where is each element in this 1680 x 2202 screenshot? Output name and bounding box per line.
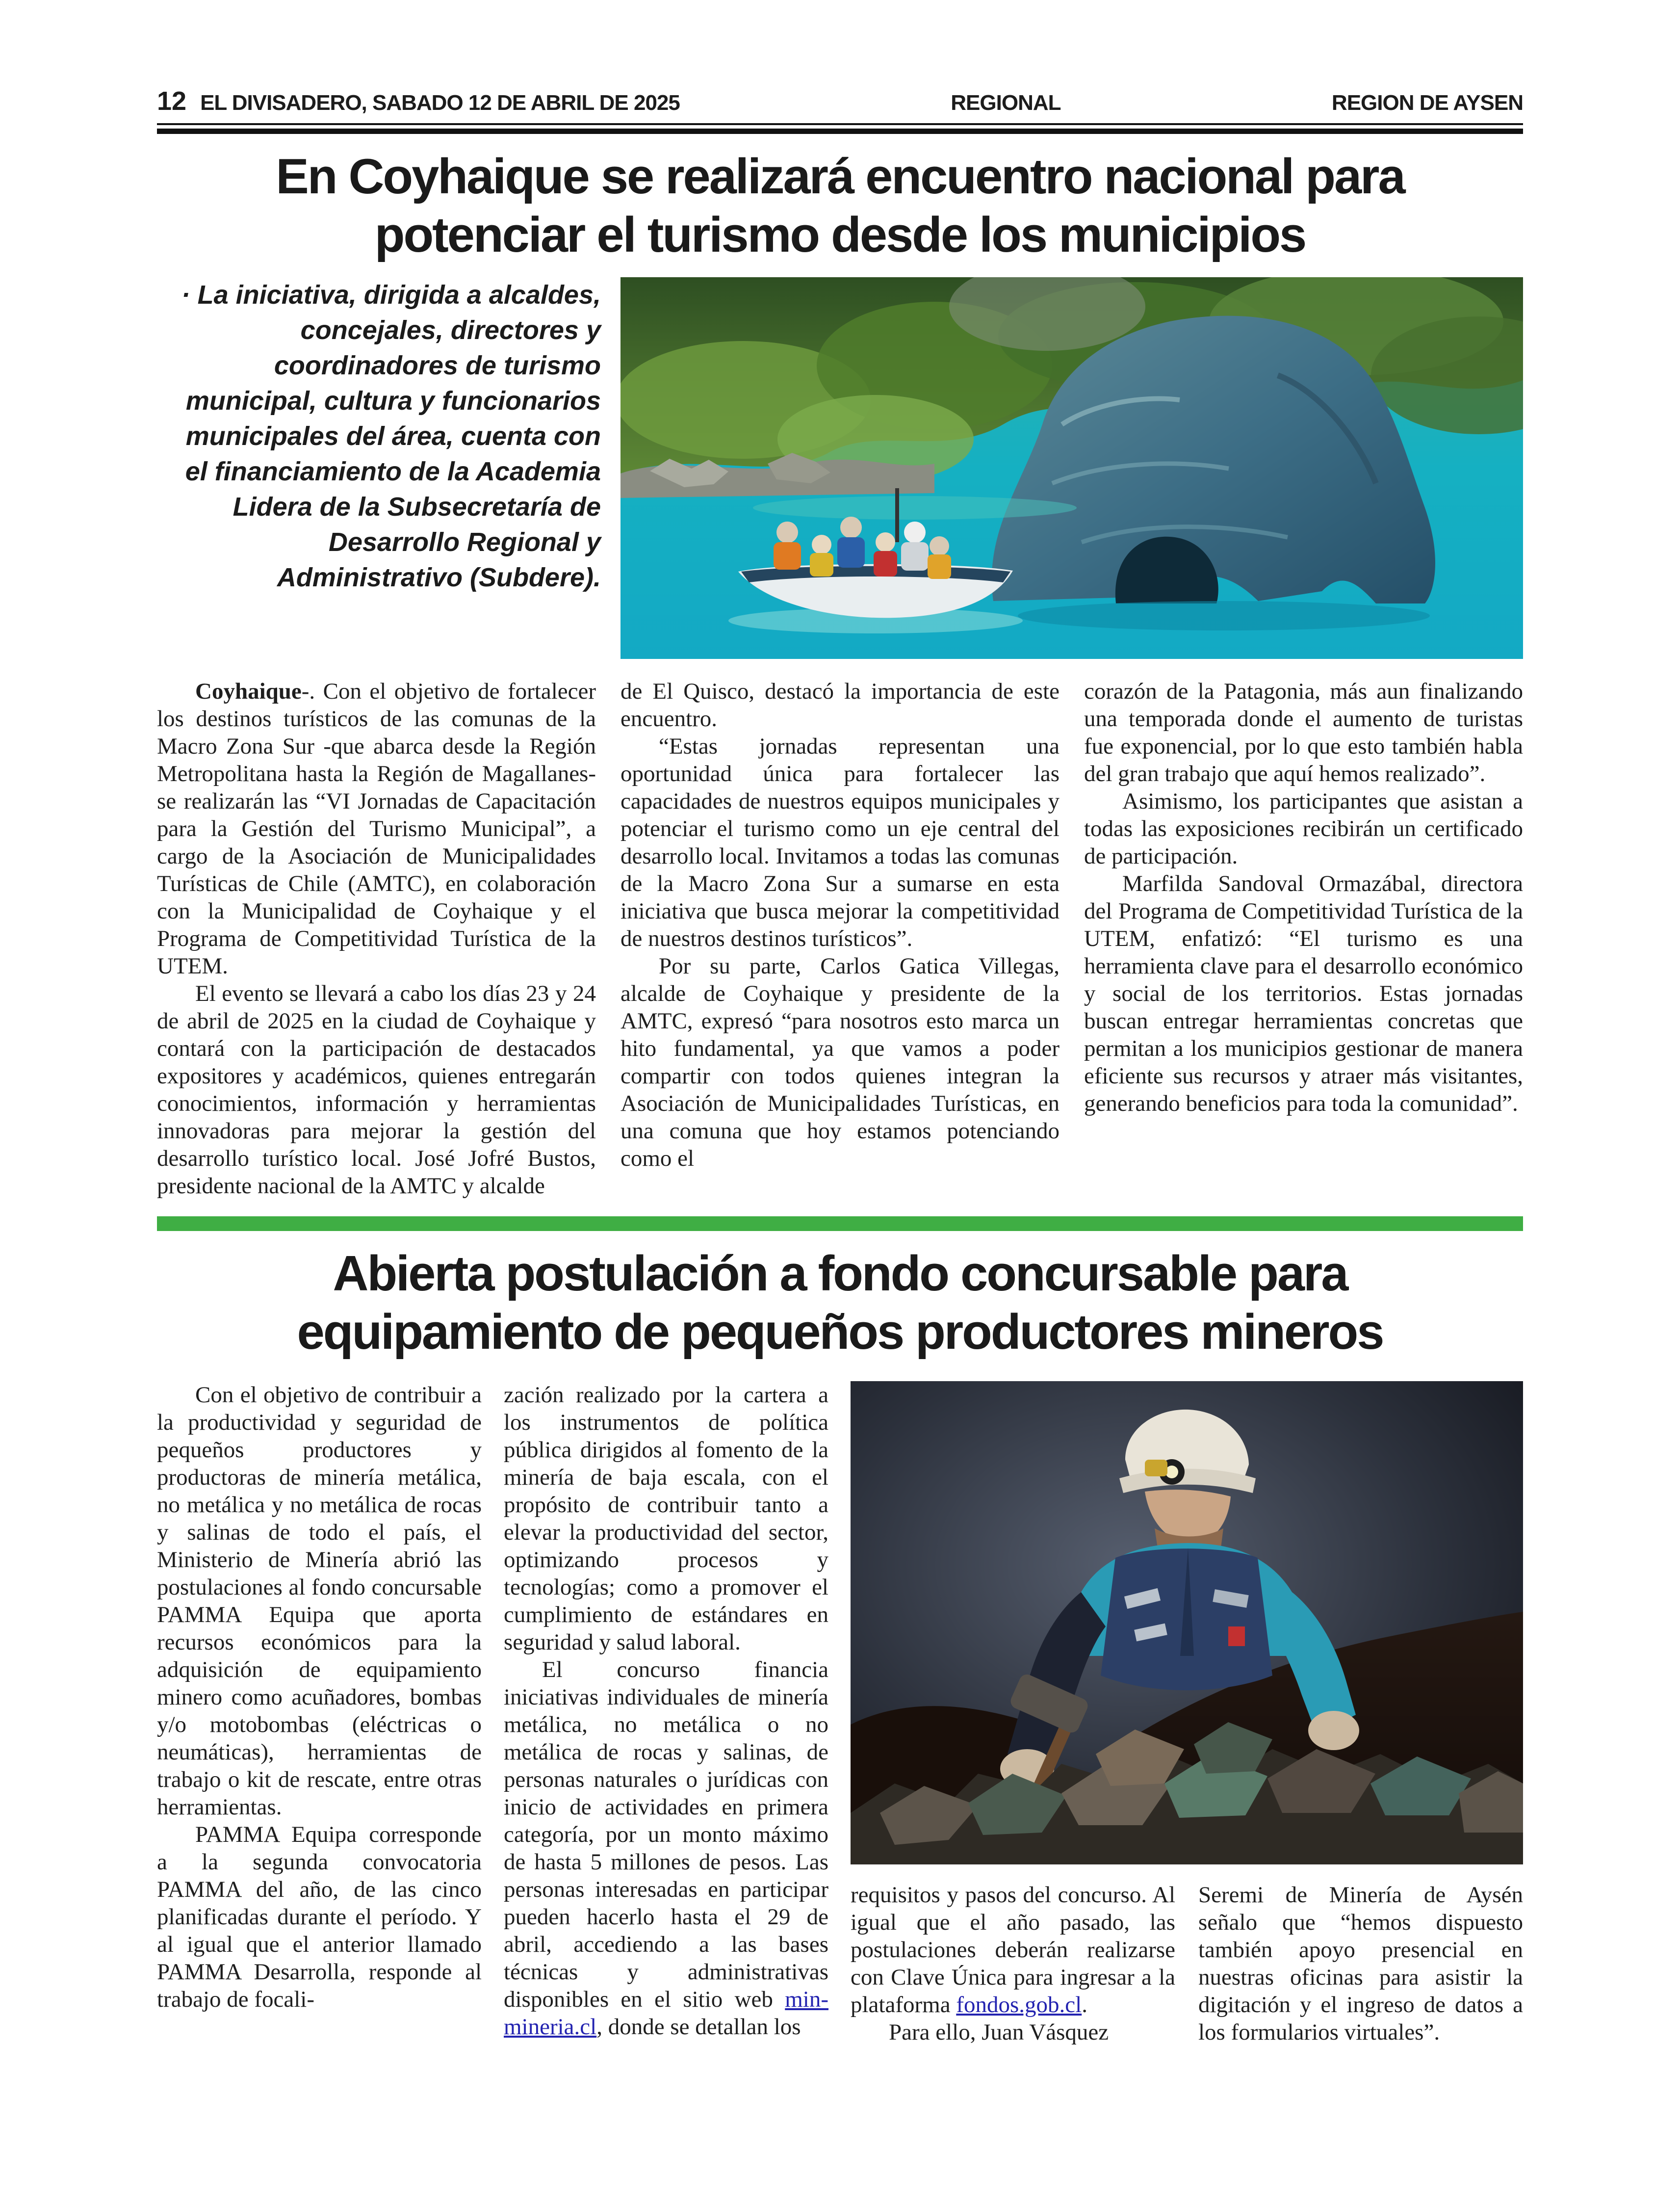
paragraph: corazón de la Patagonia, más aun finalizando una temporada donde el aumento de turistas fue exponencial, por lo que esto también habla del gran trabajo que aquí hemos realizado”. <box>1084 679 1523 786</box>
article1-headline <box>157 148 1523 264</box>
paragraph: de El Quisco, destacó la importancia de este encuentro. <box>620 679 1060 732</box>
header-rule-thin <box>157 123 1523 125</box>
article2-right-block <box>851 1381 1523 2046</box>
article1-lead: · La iniciativa, dirigida a alcaldes, concejales, directores y coordinadores de turismo municipal, cultura y funcionarios municipales del área, cuenta con el financiamiento de la Academia Lidera de la Subsecretaría de Desarrollo Regional y Administrativo (Subdere). <box>181 280 601 592</box>
article1-body <box>157 678 1523 1200</box>
paragraph: “Estas jornadas representan una oportunidad única para fortalecer las capacidades de nuestros equipos municipales y potenciar el turismo como un eje central del desarrollo local. Invitamos a todas las comunas de la Macro Zona Sur a sumarse en esta iniciativa que busca mejorar la competitividad de nuestros destinos turísticos”. <box>620 734 1060 951</box>
article2-column-2 <box>504 1381 828 2046</box>
article2-column-4 <box>1198 1881 1523 2046</box>
photo-marble-chapels <box>620 277 1523 659</box>
paragraph: Con el objetivo de contribuir a la productividad y seguridad de pequeños productores y productoras de minería metálica, no metálica y no metálica de rocas y salinas de todo el país, el Ministerio de Minería abrió las postulaciones al fondo concursable PAMMA Equipa que aporta recursos económicos para la adquisición de equipamiento minero como acuñadores, bombas y/o motobombas (eléctricas o neumáticas), herramientas de trabajo o kit de rescate, entre otras herramientas. <box>157 1382 482 1820</box>
article1-column-2 <box>620 678 1060 1200</box>
article2-column-1 <box>157 1381 482 2046</box>
article2-column-3 <box>851 1881 1175 2046</box>
paragraph: El concurso financia iniciativas individuales de minería metálica, no metálica o no metálica de rocas y salinas, de personas naturales o jurídicas con inicio de actividades en primera categoría, por un monto máximo de hasta 5 millones de pesos. Las personas interesadas en participar pueden hacerlo hasta el 29 de abril, accediendo a las bases técnicas y administrativas disponibles en el sitio web min-mineria.cl, donde se detallan los <box>504 1657 828 2040</box>
paragraph: Coyhaique-. Con el objetivo de fortalecer los destinos turísticos de las comunas de la Macro Zona Sur -que abarca desde la Región Metropolitana hasta la Región de Magallanes- se realizarán las “VI Jornadas de Capacitación para la Gestión del Turismo Municipal”, a cargo de la Asociación de Municipalidades Turísticas de Chile (AMTC), en colaboración con la Municipalidad de Coyhaique y el Programa de Competitividad Turística de la UTEM. <box>157 679 596 979</box>
article1-column-3 <box>1084 678 1523 1200</box>
section-label: REGIONAL <box>951 91 1061 115</box>
article2-sub-columns <box>851 1881 1523 2046</box>
paragraph: Por su parte, Carlos Gatica Villegas, alcalde de Coyhaique y presidente de la AMTC, expresó “para nosotros esto marca un hito fundamental, ya que vamos a poder compartir con todos quienes integran la Asociación de Municipalidades Turísticas, en una comuna que hoy estamos potenciando como el <box>620 953 1060 1171</box>
masthead: EL DIVISADERO, SABADO 12 DE ABRIL DE 2025 <box>200 91 680 115</box>
paragraph: Seremi de Minería de Aysén señalo que “hemos dispuesto también apoyo presencial en nuestras oficinas para asistir la digitación y el ingreso de datos a los formularios virtuales”. <box>1198 1882 1523 2045</box>
dateline: Coyhaique <box>195 679 302 704</box>
paragraph: Marfilda Sandoval Ormazábal, directora del Programa de Competitividad Turística de la UTEM, enfatizó: “El turismo es una herramienta clave para el desarrollo económico y social de los territorios. Estas jornadas buscan entregar herramientas concretas que permitan a los municipios gestionar de manera eficiente sus recursos y atraer más visitantes, generando beneficios para toda la comunidad”. <box>1084 871 1523 1116</box>
link-fondosgob[interactable]: fondos.gob.cl <box>956 1992 1082 2018</box>
paragraph: Para ello, Juan Vásquez <box>889 2019 1109 2045</box>
page-number: 12 <box>157 86 187 116</box>
photo-miner <box>851 1381 1523 1864</box>
paragraph: PAMMA Equipa corresponde a la segunda convocatoria PAMMA del año, de las cinco planificadas durante el período. Y al igual que el anterior llamado PAMMA Desarrolla, responde al trabajo de focali- <box>157 1822 482 2012</box>
article2-headline <box>157 1245 1523 1362</box>
article1-column-1 <box>157 678 596 1200</box>
paragraph: zación realizado por la cartera a los instrumentos de política pública dirigidos al fomento de la minería de baja escala, con el propósito de contribuir tanto a elevar la productividad del sector, optimizando procesos y tecnologías; como a promover el cumplimiento de estándares en seguridad y salud laboral. <box>504 1382 828 1655</box>
paragraph: requisitos y pasos del concurso. Al igual que el año pasado, las postulaciones deberán realizarse con Clave Única para ingresar a la plataforma fondos.gob.cl. <box>851 1882 1175 2018</box>
article2-headline-line2: equipamiento de pequeños productores mineros <box>297 1305 1383 1360</box>
region-label: REGION DE AYSEN <box>1331 91 1523 115</box>
page-header <box>157 86 1523 116</box>
article2-left-columns <box>157 1381 828 2046</box>
paragraph: El evento se llevará a cabo los días 23 y 24 de abril de 2025 en la ciudad de Coyhaique y contará con la participación de destacados expositores y académicos, quienes entregarán conocimientos, información y herramientas innovadoras para mejorar la gestión del desarrollo turístico local. José Jofré Bustos, presidente nacional de la AMTC y alcalde <box>157 981 596 1199</box>
marble-chapels-illustration <box>620 277 1523 659</box>
article-divider-bar <box>157 1216 1523 1231</box>
paragraph: Asimismo, los participantes que asistan a todas las exposiciones recibirán un certificado de participación. <box>1084 788 1523 869</box>
link-minmineria[interactable]: min-mineria.cl <box>504 1987 828 2040</box>
header-rule-thick <box>157 129 1523 134</box>
article1-headline-line2: potenciar el turismo desde los municipios <box>374 208 1306 262</box>
article1-headline-line1: En Coyhaique se realizará encuentro nacional para <box>276 149 1404 204</box>
article2-headline-line1: Abierta postulación a fondo concursable para <box>333 1246 1347 1301</box>
miner-illustration <box>851 1381 1523 1864</box>
